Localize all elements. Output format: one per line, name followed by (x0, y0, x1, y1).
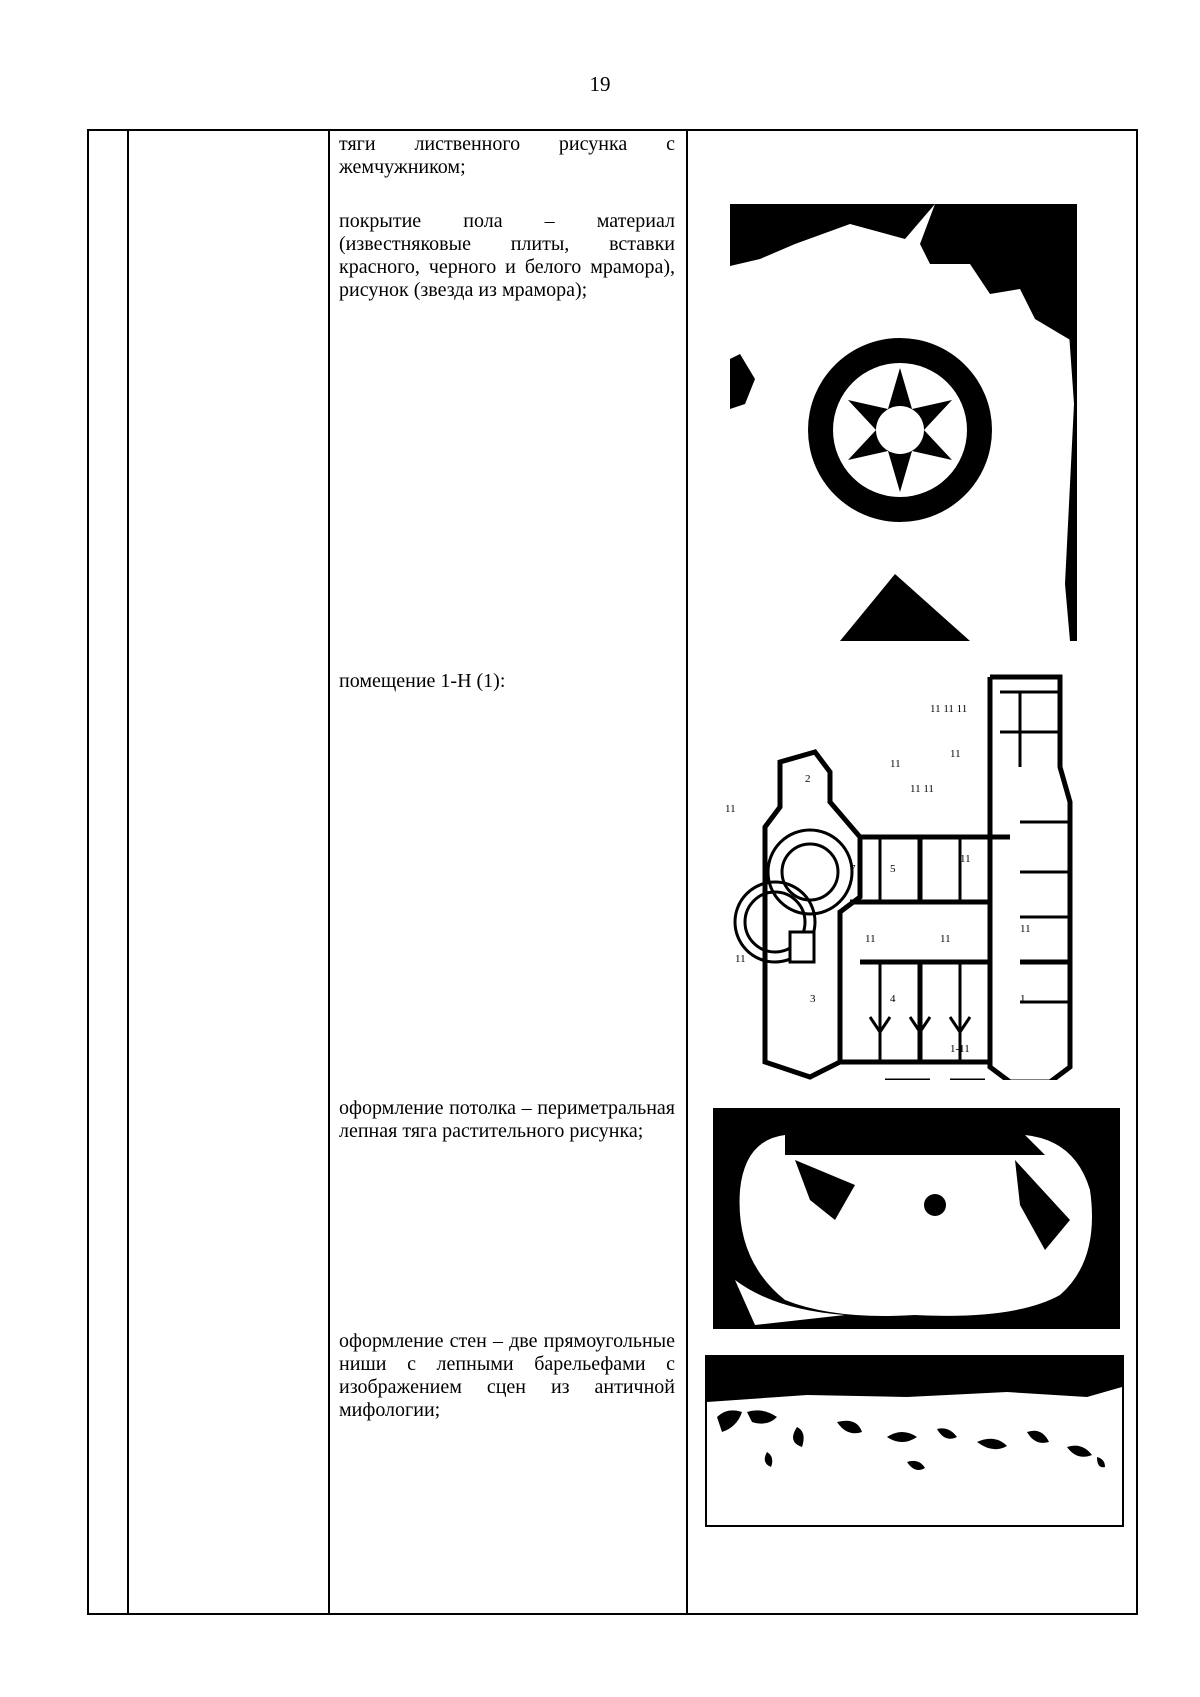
svg-text:11: 11 (865, 933, 876, 945)
text-ceiling: оформление потолка – периметральная лепная тяга растительного рисунка; (339, 1097, 675, 1142)
svg-text:3: 3 (810, 993, 816, 1005)
svg-text:11 11: 11 11 (910, 783, 934, 795)
floor-star-photo (730, 204, 1077, 641)
svg-text:4: 4 (890, 993, 896, 1005)
svg-text:11: 11 (940, 933, 951, 945)
column-divider-2 (328, 131, 330, 1613)
svg-text:11 11 11: 11 11 11 (930, 703, 968, 715)
column-divider-1 (127, 131, 129, 1613)
wall-bas-relief-photo (705, 1355, 1124, 1527)
text-cornice: тяги лиственного рисунка с жемчужником; (339, 133, 675, 178)
text-floor-covering: покрытие пола – материал (известняковые плиты, вставки красного, черного и белого мрамора), рисунок (звезда из мрамора); (339, 210, 675, 301)
column-divider-3 (686, 131, 688, 1613)
page-number: 19 (589, 72, 611, 96)
ceiling-cornice-photo (713, 1108, 1120, 1329)
svg-text:5: 5 (890, 863, 896, 875)
text-walls: оформление стен – две прямоугольные ниши с лепными барельефами с изображением сцен из античной мифологии; (339, 1330, 675, 1421)
svg-text:11: 11 (1020, 923, 1031, 935)
svg-text:11: 11 (960, 853, 971, 865)
svg-text:2: 2 (805, 773, 811, 785)
svg-text:11: 11 (950, 748, 961, 760)
svg-text:11: 11 (735, 953, 746, 965)
svg-text:7: 7 (850, 863, 856, 875)
svg-text:1: 1 (1020, 993, 1026, 1005)
text-room-1h: помещение 1-Н (1): (339, 670, 506, 692)
svg-text:1-11: 1-11 (950, 1043, 970, 1055)
svg-text:11: 11 (725, 803, 736, 815)
floor-plan-1h (720, 672, 1085, 1080)
svg-text:11: 11 (890, 758, 901, 770)
